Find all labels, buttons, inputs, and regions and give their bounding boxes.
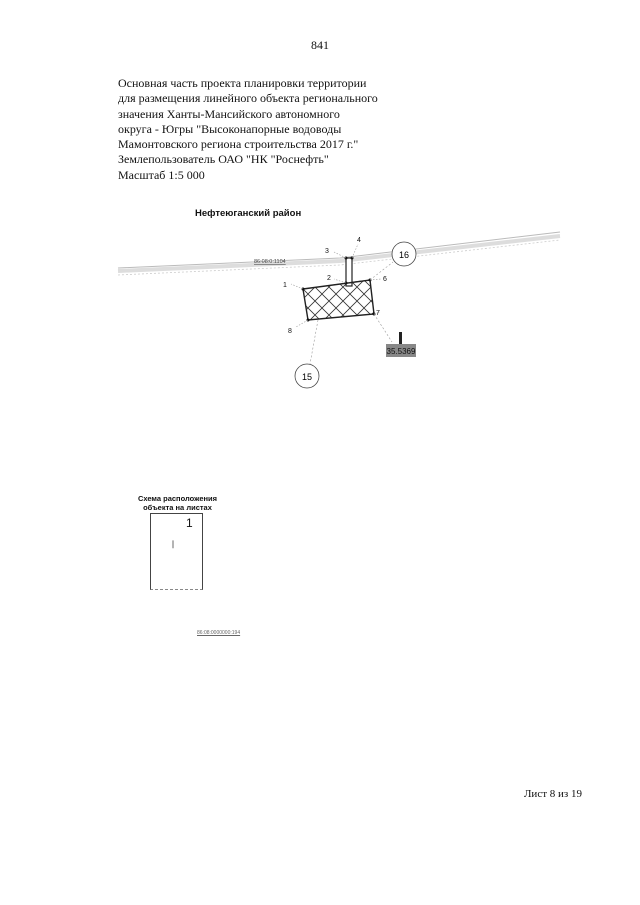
vertex-label-4: 4 <box>357 237 361 244</box>
scheme-sheet-frame <box>150 513 203 590</box>
scheme-sheet-number: 1 <box>186 516 193 530</box>
scheme-object-marker-icon: 𝄁 <box>172 540 174 551</box>
vertex-label-6: 6 <box>383 276 387 283</box>
sheet-circle-15 <box>295 320 319 388</box>
land-parcel <box>303 258 374 320</box>
circle-label-16: 16 <box>398 250 410 260</box>
district-title: Нефтеюганский район <box>195 208 302 219</box>
header-line: округа - Югры "Высоконапорные водоводы <box>118 121 342 136</box>
cadastral-number: 35.5369 <box>386 347 416 356</box>
header-line: для размещения линейного объекта регионального <box>118 91 378 106</box>
circle-label-15: 15 <box>301 372 313 382</box>
vertex-label-3: 3 <box>325 248 329 255</box>
sheet-circle-16 <box>370 242 416 280</box>
vertex-label-8: 8 <box>288 328 292 335</box>
faint-parcel-label: 86:08:0000000:194 <box>197 630 241 636</box>
parcel-label: 86:08:0:1104 <box>254 259 286 265</box>
vertex-label-7: 7 <box>376 310 380 317</box>
sheet-counter: Лист 8 из 19 <box>523 788 582 800</box>
header-line: Основная часть проекта планировки территории <box>118 76 367 90</box>
page-number: 841 <box>311 38 329 52</box>
scale-line: Масштаб 1:5 000 <box>118 167 205 182</box>
cadastral-badge <box>374 314 416 357</box>
scheme-title-line: объекта на листах <box>143 503 212 512</box>
scheme-title <box>110 494 245 512</box>
scheme-title-line: Схема расположения <box>137 494 218 503</box>
vertex-label-2: 2 <box>327 275 331 282</box>
vertex-label-1: 1 <box>283 282 287 289</box>
header-line: Мамонтовского региона строительства 2017 г." <box>118 137 359 152</box>
road-corridor <box>118 232 560 275</box>
header-line: значения Ханты-Мансийского автономного <box>118 106 340 121</box>
header-line: Землепользователь ОАО "НК "Роснефть" <box>118 152 329 167</box>
